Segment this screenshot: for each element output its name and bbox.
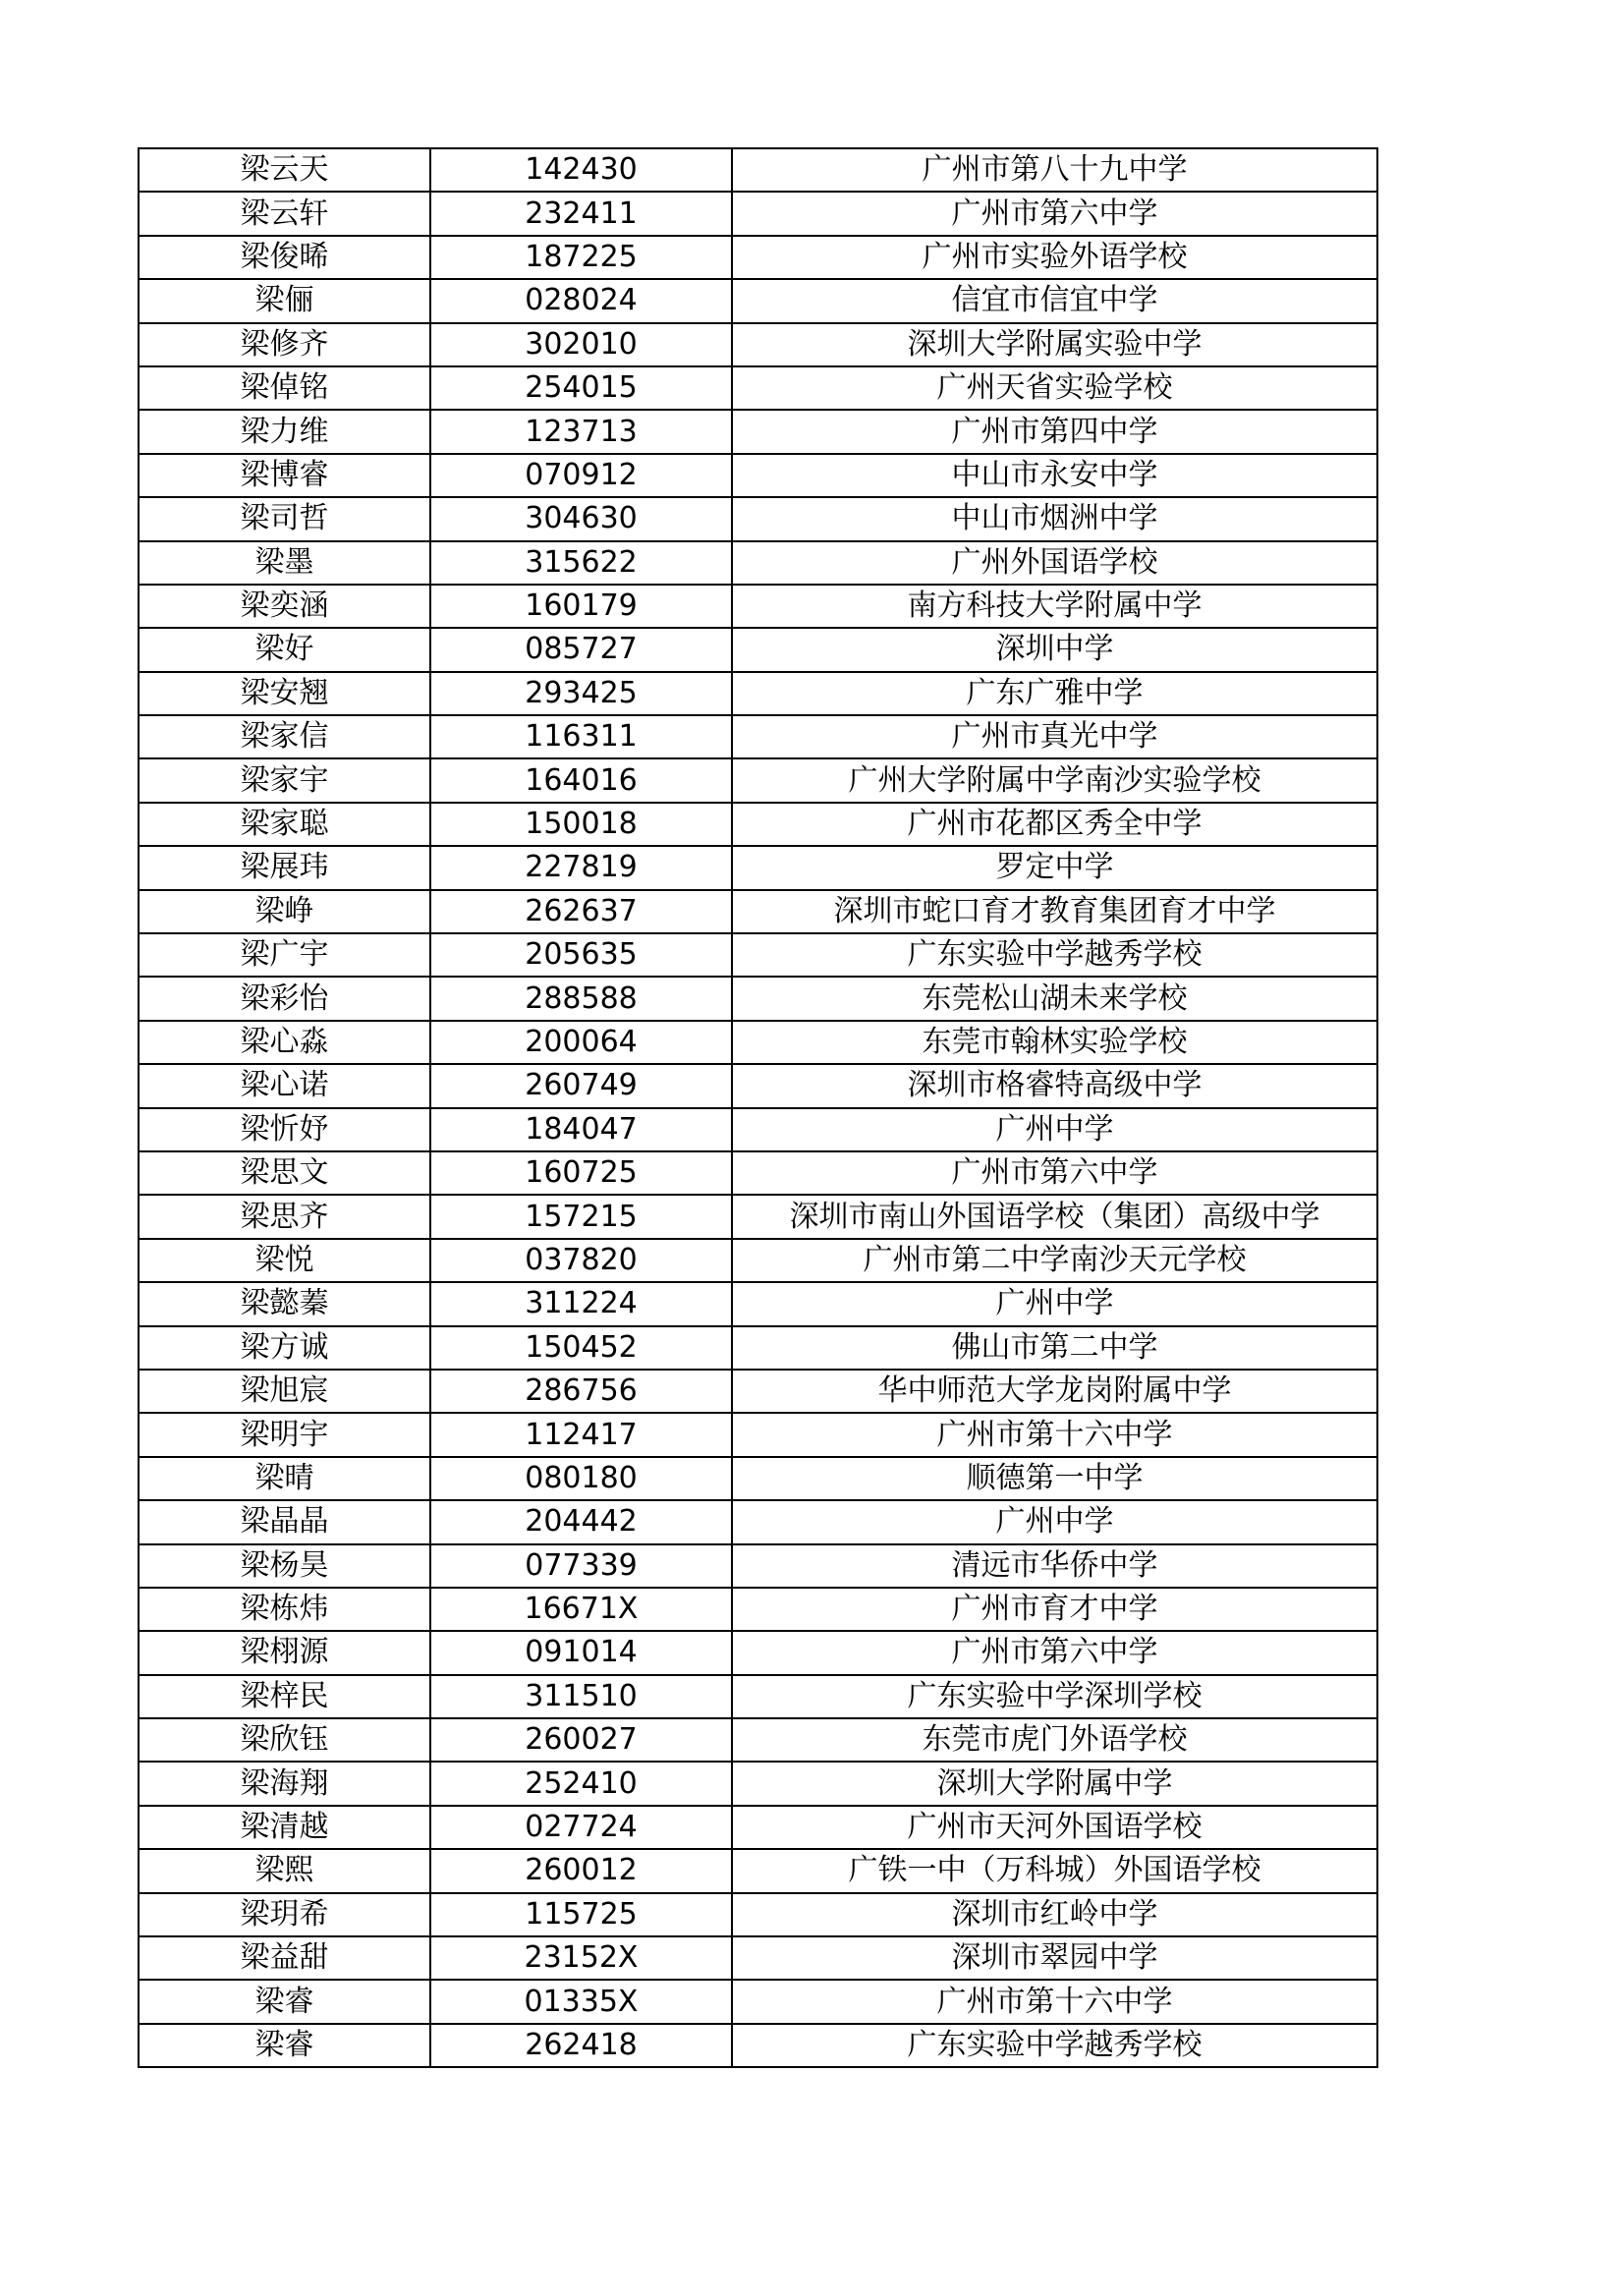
school-name-cell: 广州市天河外国语学校	[732, 1806, 1377, 1849]
student-id-cell: 160179	[430, 585, 732, 628]
table-row	[139, 1849, 1377, 1892]
student-id-cell: 184047	[430, 1108, 732, 1151]
student-name-cell: 梁倬铭	[139, 366, 430, 410]
table-row	[139, 1108, 1377, 1151]
student-name-cell: 梁峥	[139, 890, 430, 933]
table-row	[139, 1544, 1377, 1588]
table-row	[139, 323, 1377, 366]
school-name-cell: 南方科技大学附属中学	[732, 585, 1377, 628]
student-name-cell: 梁力维	[139, 410, 430, 453]
student-id-cell: 077339	[430, 1544, 732, 1588]
school-name-cell: 罗定中学	[732, 846, 1377, 889]
student-name-cell: 梁俪	[139, 279, 430, 322]
school-name-cell: 广州天省实验学校	[732, 366, 1377, 410]
student-name-cell: 梁梓民	[139, 1675, 430, 1718]
student-name-cell: 梁睿	[139, 1980, 430, 2023]
school-name-cell: 深圳市南山外国语学校（集团）高级中学	[732, 1195, 1377, 1238]
student-id-cell: 315622	[430, 541, 732, 585]
school-name-cell: 广东实验中学越秀学校	[732, 933, 1377, 977]
table-row	[139, 454, 1377, 497]
school-name-cell: 广州市第六中学	[732, 1631, 1377, 1674]
table-row	[139, 1413, 1377, 1456]
school-name-cell: 佛山市第二中学	[732, 1326, 1377, 1370]
student-name-cell: 梁墨	[139, 541, 430, 585]
student-id-cell: 157215	[430, 1195, 732, 1238]
table-row	[139, 1718, 1377, 1762]
student-name-cell: 梁欣钰	[139, 1718, 430, 1762]
student-name-cell: 梁益甜	[139, 1936, 430, 1980]
student-id-cell: 150018	[430, 803, 732, 846]
student-name-cell: 梁思文	[139, 1151, 430, 1195]
student-name-cell: 梁家宇	[139, 758, 430, 802]
school-name-cell: 深圳市红岭中学	[732, 1893, 1377, 1936]
school-name-cell: 广州市第六中学	[732, 192, 1377, 235]
table-row	[139, 1195, 1377, 1238]
table-row	[139, 933, 1377, 977]
table-row	[139, 1806, 1377, 1849]
table-row	[139, 890, 1377, 933]
table-row	[139, 1980, 1377, 2023]
table-row	[139, 846, 1377, 889]
student-name-cell: 梁修齐	[139, 323, 430, 366]
school-name-cell: 广州市第六中学	[732, 1151, 1377, 1195]
student-id-cell: 200064	[430, 1021, 732, 1064]
student-name-cell: 梁海翔	[139, 1762, 430, 1805]
table-row	[139, 715, 1377, 758]
student-id-cell: 037820	[430, 1239, 732, 1282]
table-row	[139, 541, 1377, 585]
school-name-cell: 广州外国语学校	[732, 541, 1377, 585]
table-row	[139, 236, 1377, 279]
student-id-cell: 286756	[430, 1370, 732, 1413]
table-row	[139, 1239, 1377, 1282]
student-table-body	[139, 148, 1377, 2067]
student-name-cell: 梁思齐	[139, 1195, 430, 1238]
student-id-cell: 262637	[430, 890, 732, 933]
table-row	[139, 1893, 1377, 1936]
student-id-cell: 311510	[430, 1675, 732, 1718]
student-id-cell: 16671X	[430, 1588, 732, 1631]
student-id-cell: 227819	[430, 846, 732, 889]
school-name-cell: 广州中学	[732, 1108, 1377, 1151]
student-name-cell: 梁晶晶	[139, 1500, 430, 1543]
school-name-cell: 广州市真光中学	[732, 715, 1377, 758]
table-row	[139, 1326, 1377, 1370]
student-id-cell: 187225	[430, 236, 732, 279]
table-row	[139, 1588, 1377, 1631]
student-id-cell: 028024	[430, 279, 732, 322]
student-name-cell: 梁好	[139, 628, 430, 671]
school-name-cell: 深圳大学附属实验中学	[732, 323, 1377, 366]
student-name-cell: 梁云天	[139, 148, 430, 192]
student-name-cell: 梁展玮	[139, 846, 430, 889]
student-id-cell: 252410	[430, 1762, 732, 1805]
student-name-cell: 梁云轩	[139, 192, 430, 235]
student-id-cell: 027724	[430, 1806, 732, 1849]
student-id-cell: 01335X	[430, 1980, 732, 2023]
student-name-cell: 梁安翘	[139, 672, 430, 715]
student-name-cell: 梁忻妤	[139, 1108, 430, 1151]
student-name-cell: 梁栩源	[139, 1631, 430, 1674]
table-row	[139, 758, 1377, 802]
student-id-cell: 112417	[430, 1413, 732, 1456]
school-name-cell: 广东广雅中学	[732, 672, 1377, 715]
table-row	[139, 279, 1377, 322]
table-row	[139, 803, 1377, 846]
student-id-cell: 091014	[430, 1631, 732, 1674]
student-id-cell: 204442	[430, 1500, 732, 1543]
school-name-cell: 广州中学	[732, 1500, 1377, 1543]
school-name-cell: 广东实验中学越秀学校	[732, 2024, 1377, 2067]
table-row	[139, 1457, 1377, 1500]
table-row	[139, 1064, 1377, 1107]
student-name-cell: 梁家信	[139, 715, 430, 758]
student-id-cell: 150452	[430, 1326, 732, 1370]
school-name-cell: 广州市育才中学	[732, 1588, 1377, 1631]
table-row	[139, 672, 1377, 715]
student-id-cell: 260749	[430, 1064, 732, 1107]
school-name-cell: 中山市永安中学	[732, 454, 1377, 497]
school-name-cell: 广州市第八十九中学	[732, 148, 1377, 192]
student-id-cell: 085727	[430, 628, 732, 671]
school-name-cell: 东莞市翰林实验学校	[732, 1021, 1377, 1064]
student-id-cell: 070912	[430, 454, 732, 497]
table-row	[139, 1936, 1377, 1980]
student-id-cell: 293425	[430, 672, 732, 715]
student-name-cell: 梁家聪	[139, 803, 430, 846]
student-id-cell: 23152X	[430, 1936, 732, 1980]
school-name-cell: 广州中学	[732, 1282, 1377, 1325]
school-name-cell: 东莞市虎门外语学校	[732, 1718, 1377, 1762]
student-name-cell: 梁栋炜	[139, 1588, 430, 1631]
table-row	[139, 366, 1377, 410]
student-id-cell: 260012	[430, 1849, 732, 1892]
student-name-cell: 梁清越	[139, 1806, 430, 1849]
school-name-cell: 广州市第十六中学	[732, 1980, 1377, 2023]
student-name-cell: 梁玥希	[139, 1893, 430, 1936]
table-row	[139, 192, 1377, 235]
student-name-cell: 梁旭宸	[139, 1370, 430, 1413]
school-name-cell: 广州市第十六中学	[732, 1413, 1377, 1456]
table-row	[139, 1151, 1377, 1195]
school-name-cell: 信宜市信宜中学	[732, 279, 1377, 322]
student-id-cell: 160725	[430, 1151, 732, 1195]
student-name-cell: 梁方诚	[139, 1326, 430, 1370]
school-name-cell: 广州市花都区秀全中学	[732, 803, 1377, 846]
school-name-cell: 深圳市蛇口育才教育集团育才中学	[732, 890, 1377, 933]
student-id-cell: 304630	[430, 497, 732, 540]
student-id-cell: 115725	[430, 1893, 732, 1936]
school-name-cell: 深圳大学附属中学	[732, 1762, 1377, 1805]
student-id-cell: 302010	[430, 323, 732, 366]
student-name-cell: 梁博睿	[139, 454, 430, 497]
table-row	[139, 1500, 1377, 1543]
school-name-cell: 东莞松山湖未来学校	[732, 977, 1377, 1020]
table-row	[139, 1021, 1377, 1064]
table-row	[139, 2024, 1377, 2067]
student-name-cell: 梁熙	[139, 1849, 430, 1892]
school-name-cell: 广州大学附属中学南沙实验学校	[732, 758, 1377, 802]
school-name-cell: 广州市第四中学	[732, 410, 1377, 453]
student-name-cell: 梁杨昊	[139, 1544, 430, 1588]
school-name-cell: 顺德第一中学	[732, 1457, 1377, 1500]
student-name-cell: 梁广宇	[139, 933, 430, 977]
student-id-cell: 311224	[430, 1282, 732, 1325]
school-name-cell: 中山市烟洲中学	[732, 497, 1377, 540]
school-name-cell: 广铁一中（万科城）外国语学校	[732, 1849, 1377, 1892]
table-row	[139, 1762, 1377, 1805]
school-name-cell: 华中师范大学龙岗附属中学	[732, 1370, 1377, 1413]
school-name-cell: 广东实验中学深圳学校	[732, 1675, 1377, 1718]
student-name-cell: 梁奕涵	[139, 585, 430, 628]
table-row	[139, 410, 1377, 453]
student-id-cell: 123713	[430, 410, 732, 453]
school-name-cell: 深圳市格睿特高级中学	[732, 1064, 1377, 1107]
student-id-cell: 232411	[430, 192, 732, 235]
table-row	[139, 148, 1377, 192]
table-row	[139, 1631, 1377, 1674]
student-id-cell: 142430	[430, 148, 732, 192]
student-name-cell: 梁悦	[139, 1239, 430, 1282]
school-name-cell: 深圳市翠园中学	[732, 1936, 1377, 1980]
student-id-cell: 254015	[430, 366, 732, 410]
school-name-cell: 广州市第二中学南沙天元学校	[732, 1239, 1377, 1282]
table-row	[139, 977, 1377, 1020]
student-name-cell: 梁懿蓁	[139, 1282, 430, 1325]
student-name-cell: 梁彩怡	[139, 977, 430, 1020]
table-row	[139, 1282, 1377, 1325]
school-name-cell: 清远市华侨中学	[732, 1544, 1377, 1588]
student-name-cell: 梁晴	[139, 1457, 430, 1500]
student-name-cell: 梁明宇	[139, 1413, 430, 1456]
table-row	[139, 1675, 1377, 1718]
student-id-cell: 262418	[430, 2024, 732, 2067]
school-name-cell: 深圳中学	[732, 628, 1377, 671]
table-row	[139, 628, 1377, 671]
student-name-cell: 梁心诺	[139, 1064, 430, 1107]
student-id-cell: 260027	[430, 1718, 732, 1762]
student-id-cell: 164016	[430, 758, 732, 802]
student-name-cell: 梁心淼	[139, 1021, 430, 1064]
table-row	[139, 497, 1377, 540]
school-name-cell: 广州市实验外语学校	[732, 236, 1377, 279]
student-name-cell: 梁睿	[139, 2024, 430, 2067]
student-id-cell: 080180	[430, 1457, 732, 1500]
student-id-cell: 205635	[430, 933, 732, 977]
student-id-cell: 116311	[430, 715, 732, 758]
table-row	[139, 1370, 1377, 1413]
student-id-cell: 288588	[430, 977, 732, 1020]
student-name-cell: 梁俊晞	[139, 236, 430, 279]
student-name-cell: 梁司哲	[139, 497, 430, 540]
student-table	[138, 147, 1378, 2068]
table-row	[139, 585, 1377, 628]
